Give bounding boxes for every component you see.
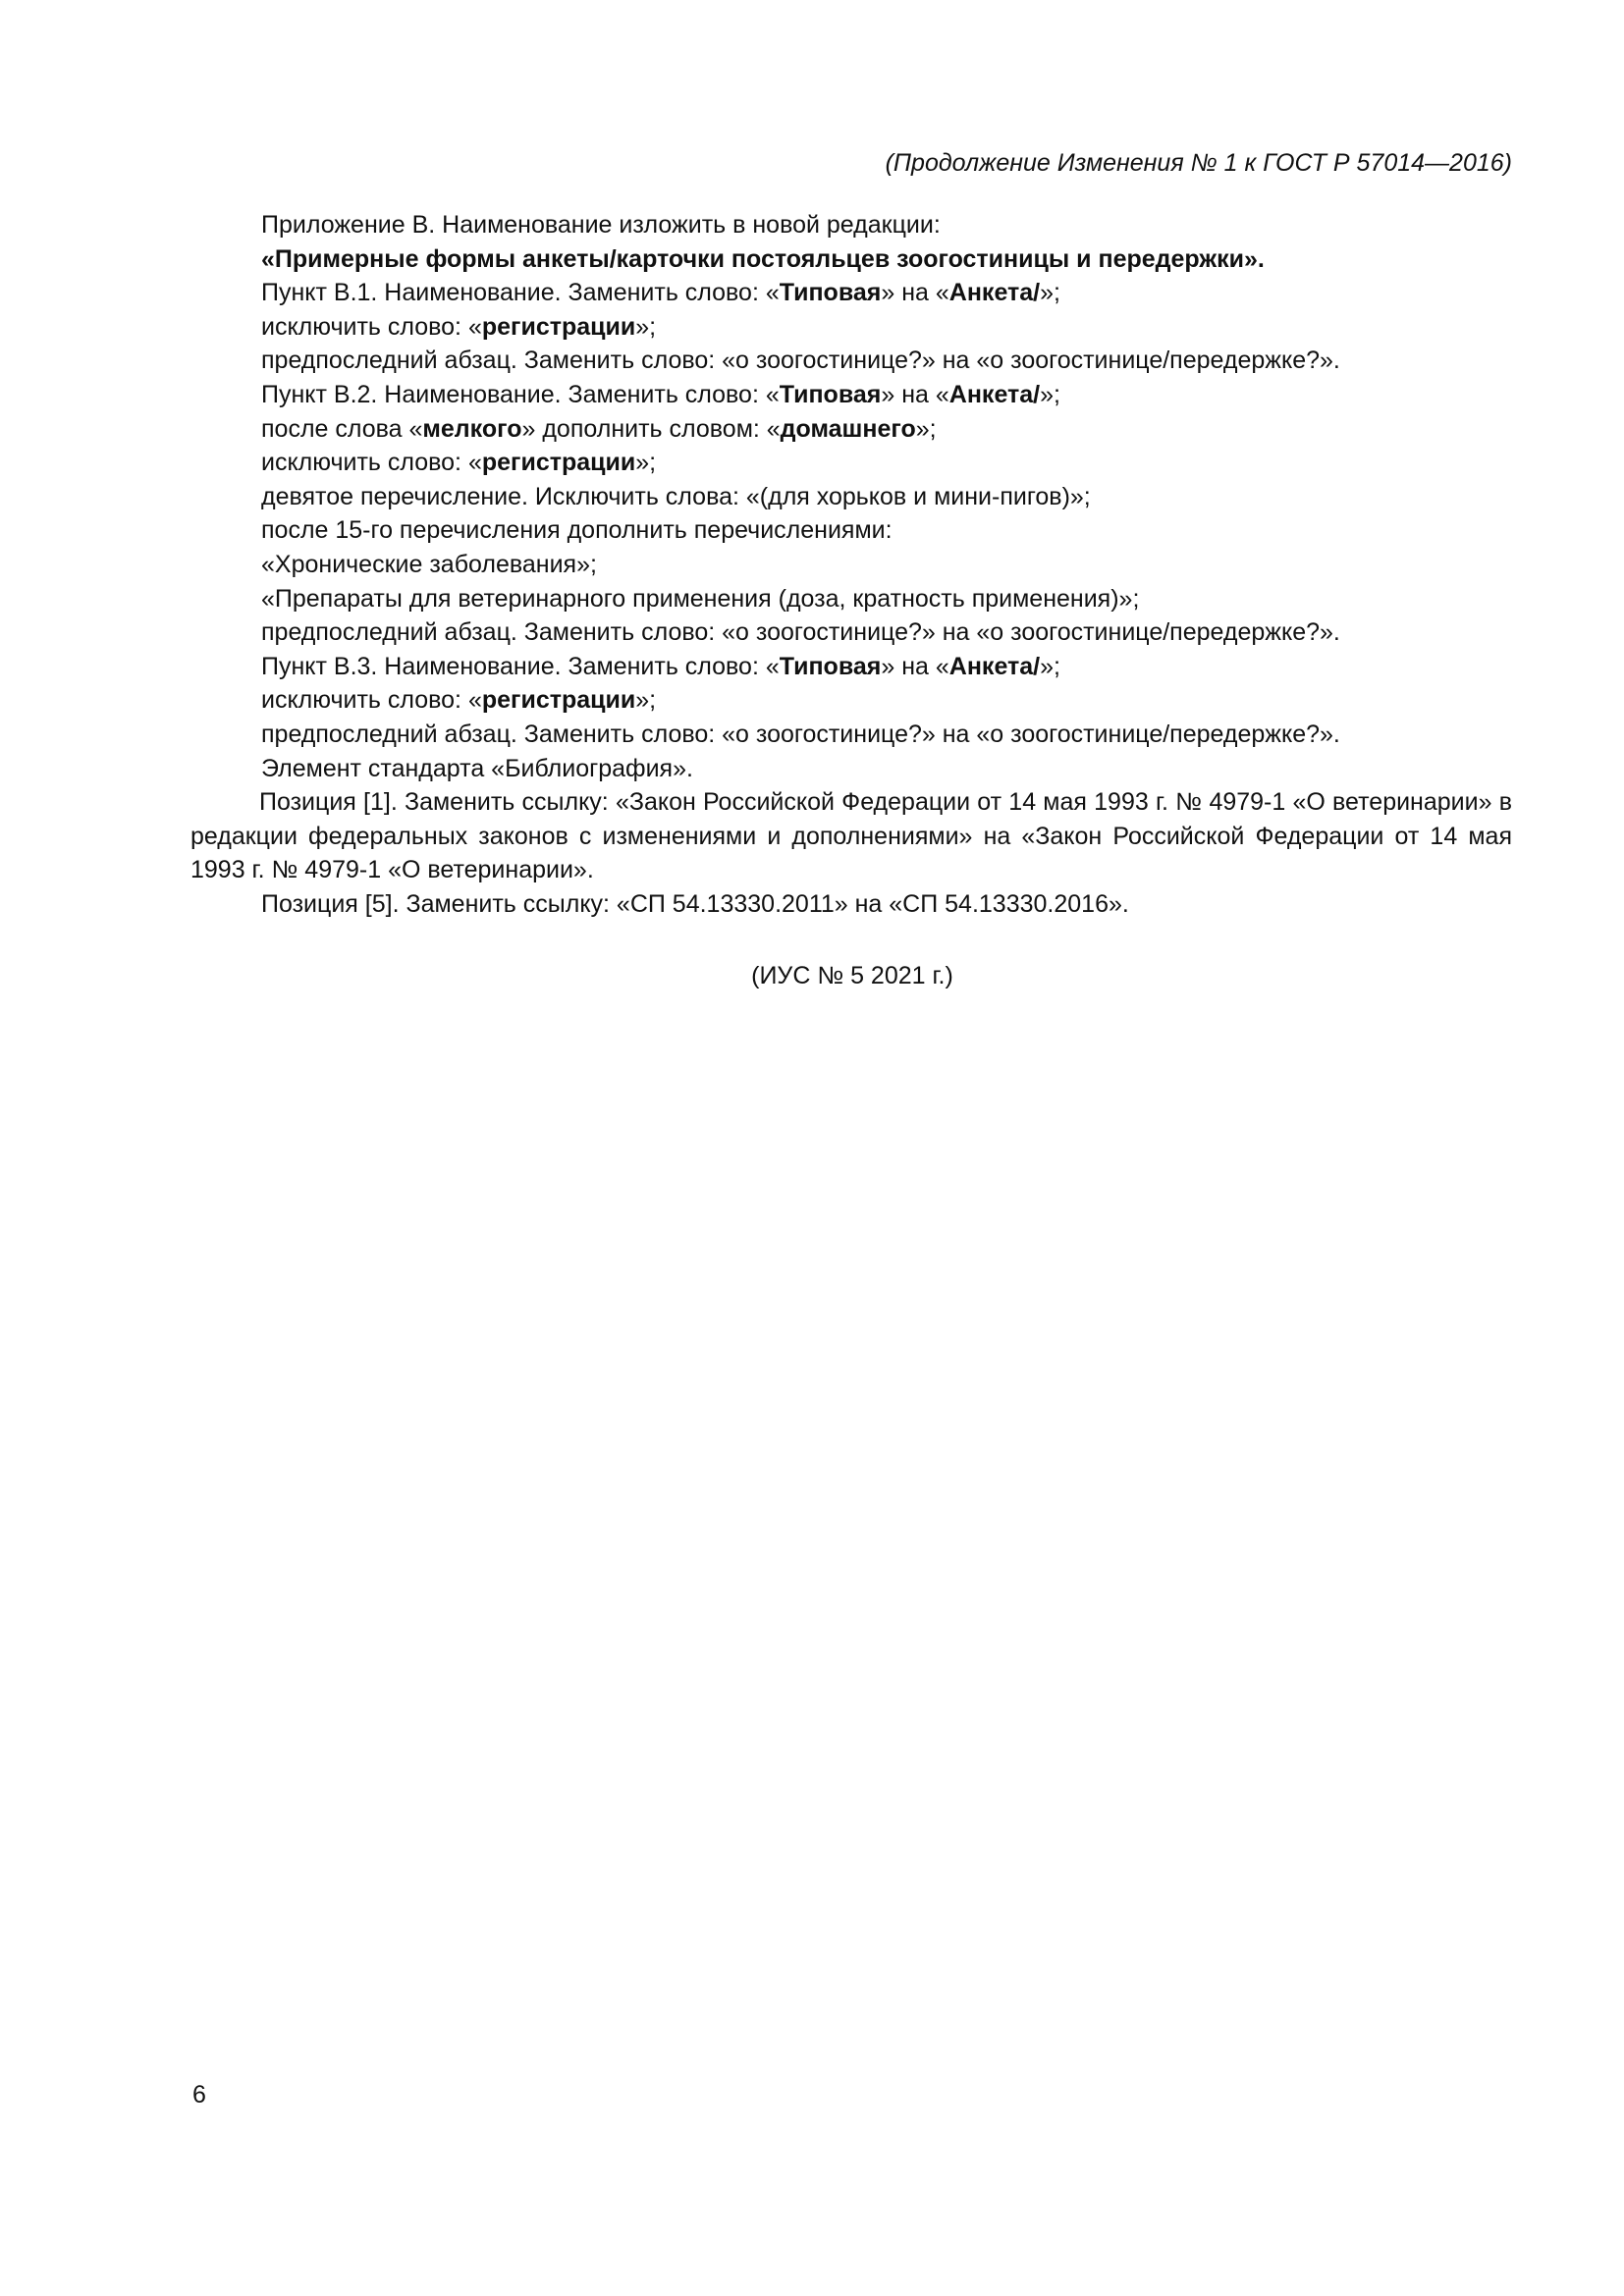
ius-footnote: (ИУС № 5 2021 г.) bbox=[751, 962, 953, 989]
paragraph-position-5: Позиция [5]. Заменить ссылку: «СП 54.13330.2011» на «СП 54.13330.2016». bbox=[261, 889, 1129, 918]
text-run: исключить слово: « bbox=[261, 312, 482, 341]
text-run: »; bbox=[1040, 652, 1060, 680]
amendment-line bbox=[192, 650, 1512, 684]
amendment-line bbox=[192, 242, 1512, 277]
amendment-line bbox=[192, 513, 1512, 548]
bold-run: Типовая bbox=[779, 380, 882, 408]
text-run: Пункт В.2. Наименование. Заменить слово: « bbox=[261, 380, 780, 408]
document-body bbox=[192, 208, 1512, 921]
bold-run: регистрации bbox=[481, 312, 636, 341]
amendment-line bbox=[192, 718, 1512, 752]
text-run: »; bbox=[915, 414, 937, 443]
page-number: 6 bbox=[192, 2081, 206, 2109]
bold-run: Типовая bbox=[779, 279, 882, 307]
text-run: Приложение В. Наименование изложить в новой редакции: bbox=[261, 211, 941, 239]
text-run: исключить слово: « bbox=[261, 449, 482, 477]
text-run: » дополнить словом: « bbox=[521, 414, 781, 443]
text-run: »; bbox=[635, 449, 657, 477]
amendment-line bbox=[192, 548, 1512, 582]
text-run: » на « bbox=[881, 279, 949, 307]
amendment-line bbox=[192, 582, 1512, 616]
text-run: Пункт В.1. Наименование. Заменить слово: « bbox=[261, 279, 780, 307]
page-header: (Продолжение Изменения № 1 к ГОСТ Р 57014—2016) bbox=[885, 149, 1512, 177]
amendment-line bbox=[192, 310, 1512, 345]
text-run: предпоследний абзац. Заменить слово: «о зоогостинице?» на «о зоогостинице/передержке?». bbox=[261, 347, 1340, 375]
amendment-line bbox=[192, 412, 1512, 447]
text-run: Элемент стандарта «Библиография». bbox=[261, 754, 693, 782]
text-run: »; bbox=[635, 312, 657, 341]
bold-run: мелкого bbox=[422, 414, 522, 443]
text-run: после 15-го перечисления дополнить перечислениями: bbox=[261, 516, 893, 545]
amendment-line bbox=[192, 378, 1512, 412]
text-run: »; bbox=[635, 686, 657, 715]
text-run: предпоследний абзац. Заменить слово: «о зоогостинице?» на «о зоогостинице/передержке?». bbox=[261, 618, 1340, 647]
bold-run: Анкета/ bbox=[948, 279, 1041, 307]
amendment-line bbox=[192, 446, 1512, 480]
amendment-line bbox=[192, 615, 1512, 650]
amendment-line bbox=[192, 480, 1512, 514]
text-run: девятое перечисление. Исключить слова: «(для хорьков и мини-пигов)»; bbox=[261, 482, 1091, 510]
bold-run: «Примерные формы анкеты/карточки постояльцев зоогостиницы и передержки». bbox=[261, 244, 1265, 273]
bold-run: домашнего bbox=[780, 414, 916, 443]
text-run: Пункт В.3. Наименование. Заменить слово: « bbox=[261, 652, 780, 680]
amendment-line bbox=[192, 208, 1512, 242]
amendment-line bbox=[192, 276, 1512, 310]
bold-run: регистрации bbox=[481, 449, 636, 477]
text-run: »; bbox=[1040, 279, 1060, 307]
text-run: предпоследний абзац. Заменить слово: «о зоогостинице?» на «о зоогостинице/передержке?». bbox=[261, 720, 1340, 748]
amendment-line bbox=[192, 752, 1512, 786]
text-run: » на « bbox=[881, 380, 949, 408]
text-run: после слова « bbox=[261, 414, 423, 443]
text-run: »; bbox=[1040, 380, 1060, 408]
amendment-lines bbox=[192, 208, 1512, 785]
bold-run: Анкета/ bbox=[948, 652, 1041, 680]
amendment-line bbox=[192, 683, 1512, 718]
paragraph-position-1: Позиция [1]. Заменить ссылку: «Закон Российской Федерации от 14 мая 1993 г. № 4979-1 «О ветеринарии» в редакции федеральных законов с изменениями и дополнениями» на «Закон Российской Федерации от 14 мая 1993 г. № 4979-1 «О ветеринарии». bbox=[190, 788, 1512, 884]
text-run: «Препараты для ветеринарного применения (доза, кратность применения)»; bbox=[261, 584, 1140, 613]
bold-run: Типовая bbox=[779, 652, 882, 680]
text-run: «Хронические заболевания»; bbox=[261, 550, 597, 578]
bold-run: Анкета/ bbox=[948, 380, 1041, 408]
text-run: » на « bbox=[881, 652, 949, 680]
amendment-line bbox=[192, 344, 1512, 378]
text-run: исключить слово: « bbox=[261, 686, 482, 715]
bold-run: регистрации bbox=[481, 686, 636, 715]
